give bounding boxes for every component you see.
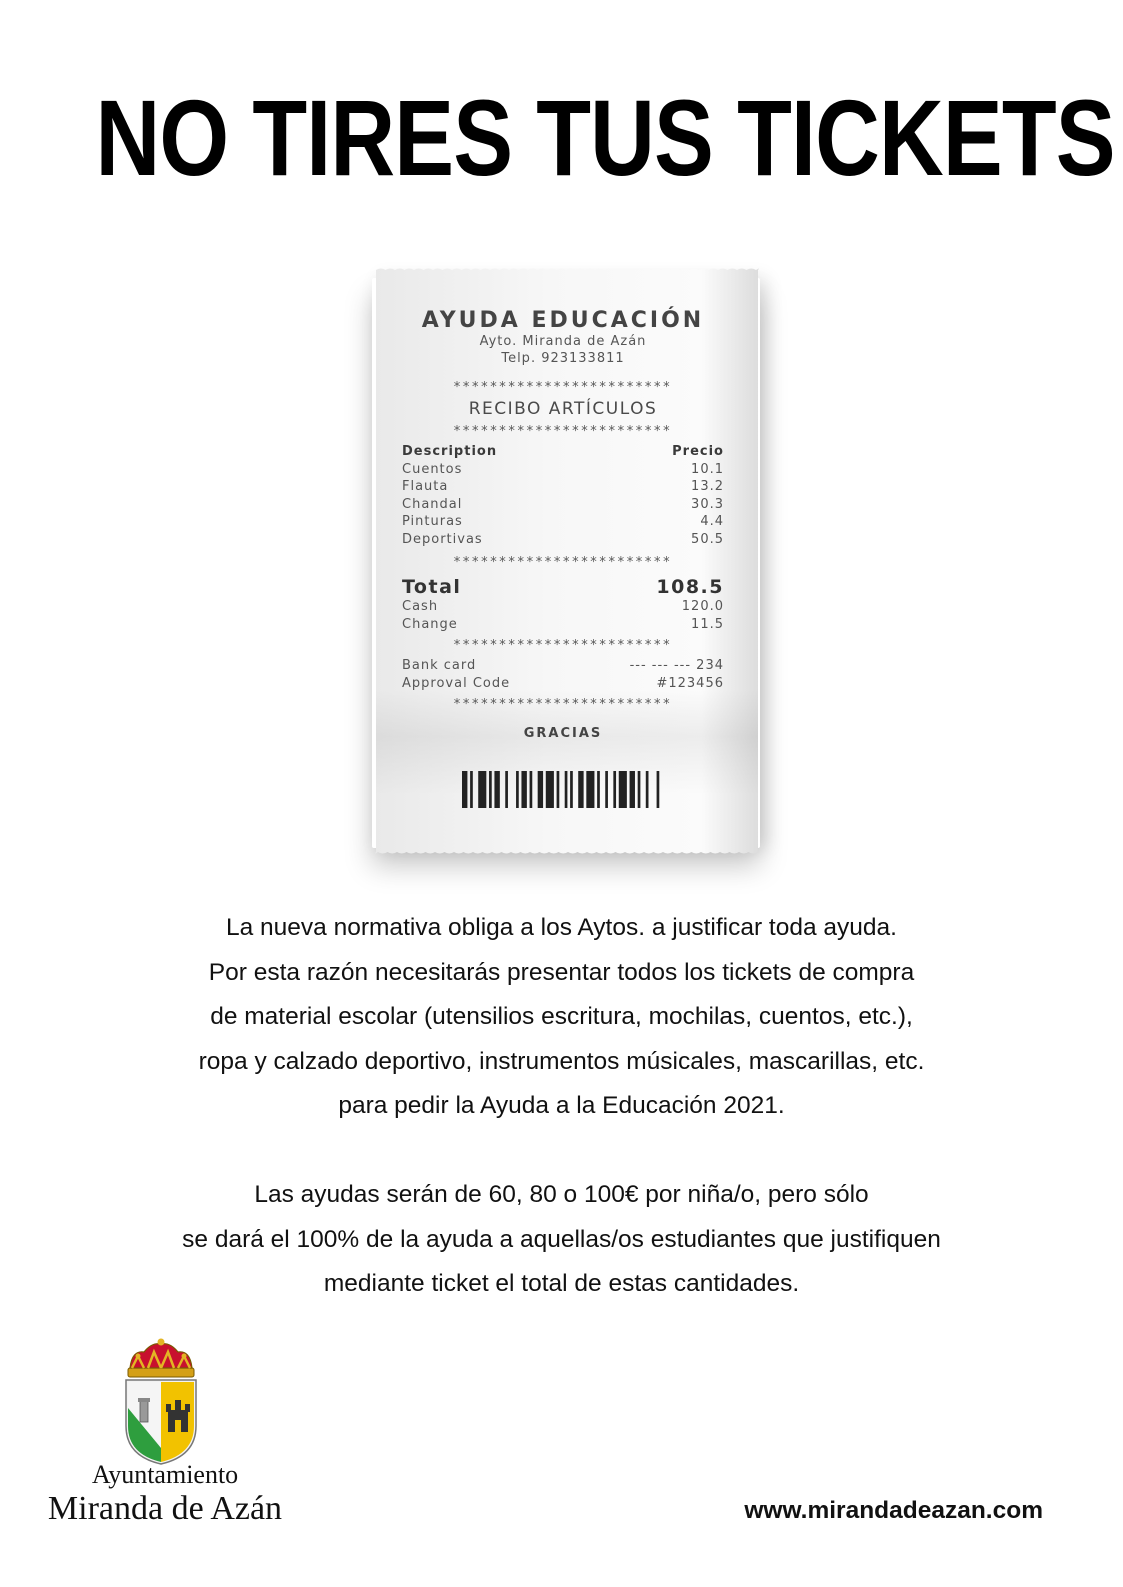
item-name: Deportivas (402, 531, 483, 547)
paragraph-line: Las ayudas serán de 60, 80 o 100€ por niña/o, pero sólo (254, 1181, 869, 1208)
paragraph-line: mediante ticket el total de estas cantidades. (323, 1270, 800, 1297)
headline: NO TIRES TUS TICKETS (95, 77, 1115, 198)
receipt-phone: Telp. 923133811 (501, 351, 625, 366)
receipt-thanks: GRACIAS (523, 726, 603, 741)
item-name: Pinturas (402, 514, 463, 529)
receipt-item (402, 531, 724, 549)
receipt-column-headers (402, 443, 724, 461)
barcode-bar (505, 771, 508, 808)
receipt-divider: ************************ (453, 425, 673, 439)
paragraph-line: de material escolar (utensilios escritura, mochilas, cuentos, etc.), (210, 1003, 913, 1030)
item-price: 4.4 (700, 514, 724, 529)
barcode-bar (657, 771, 660, 808)
barcode-bar (646, 771, 649, 808)
paragraph-line: La nueva normativa obliga a los Aytos. a justificar toda ayuda. (226, 914, 897, 941)
paragraph-line: para pedir la Ayuda a la Educación 2021. (338, 1092, 785, 1119)
price-header: Precio (672, 444, 724, 459)
receipt-title: AYUDA EDUCACIÓN (421, 308, 705, 333)
receipt-divider: ************************ (453, 556, 673, 570)
website-link[interactable]: www.mirandadeazan.com (744, 1497, 1043, 1524)
barcode-bar (605, 771, 608, 808)
receipt-section-title: RECIBO ARTÍCULOS (468, 399, 658, 419)
cash-label: Cash (402, 599, 439, 614)
receipt-bank-card (402, 657, 724, 675)
paragraph-requirements (0, 906, 1123, 1129)
receipt-issuer: Ayto. Miranda de Azán (479, 334, 647, 349)
cash-value: 120.0 (681, 599, 724, 614)
total-value: 108.5 (656, 576, 724, 598)
receipt-item (402, 461, 724, 479)
barcode-bar (597, 771, 600, 808)
barcode-bar (630, 771, 635, 808)
change-value: 11.5 (691, 616, 724, 632)
total-label: Total (402, 576, 462, 598)
barcode-bar (613, 771, 616, 808)
item-name: Chandal (402, 496, 463, 512)
item-price: 50.5 (691, 531, 724, 547)
barcode-bar (538, 771, 543, 808)
description-header: Description (402, 444, 498, 459)
barcode-bar (489, 771, 492, 808)
item-price: 30.3 (691, 496, 724, 512)
barcode-bar (557, 771, 560, 808)
barcode-bar (462, 771, 467, 808)
barcode-bar (478, 771, 486, 808)
paragraph-amounts (0, 1173, 1123, 1307)
barcode-bar (530, 771, 533, 808)
barcode-bar (494, 771, 499, 808)
item-name: Cuentos (402, 461, 463, 477)
barcode-bar (586, 771, 594, 808)
receipt-content (402, 300, 724, 741)
change-label: Change (402, 616, 458, 632)
receipt-change (402, 616, 724, 634)
bank-label: Bank card (402, 658, 477, 673)
receipt-item (402, 513, 724, 531)
coat-of-arms-icon (118, 1338, 204, 1468)
barcode-bar (578, 771, 583, 808)
approval-label: Approval Code (402, 675, 511, 691)
item-price: 13.2 (691, 479, 724, 494)
receipt-approval (402, 675, 724, 693)
receipt-divider: ************************ (453, 698, 673, 712)
council-name-line2: Miranda de Azán (47, 1490, 283, 1527)
item-price: 10.1 (691, 461, 724, 477)
barcode-bar (619, 771, 627, 808)
barcode-bar (516, 771, 519, 808)
barcode-bar (521, 771, 526, 808)
receipt-cash (402, 598, 724, 616)
item-name: Flauta (402, 479, 449, 494)
council-name-line1: Ayuntamiento (91, 1460, 239, 1489)
barcode-bar (470, 771, 473, 808)
receipt-item (402, 496, 724, 514)
barcode-bar (570, 771, 573, 808)
paragraph-line: Por esta razón necesitarás presentar todos los tickets de compra (208, 958, 915, 986)
receipt-total (402, 576, 724, 598)
receipt-divider: ************************ (453, 639, 673, 653)
receipt-item (402, 478, 724, 496)
barcode-bar (565, 771, 568, 808)
approval-value: #123456 (656, 675, 724, 691)
paragraph-line: ropa y calzado deportivo, instrumentos músicales, mascarillas, etc. (198, 1047, 925, 1075)
barcode-bar (546, 771, 554, 808)
paragraph-line: se dará el 100% de la ayuda a aquellas/os estudiantes que justifiquen (182, 1225, 941, 1253)
barcode-bar (638, 771, 641, 808)
receipt-divider: ************************ (453, 381, 673, 395)
barcode-icon (462, 771, 662, 808)
bank-value: --- --- --- 234 (629, 658, 724, 673)
